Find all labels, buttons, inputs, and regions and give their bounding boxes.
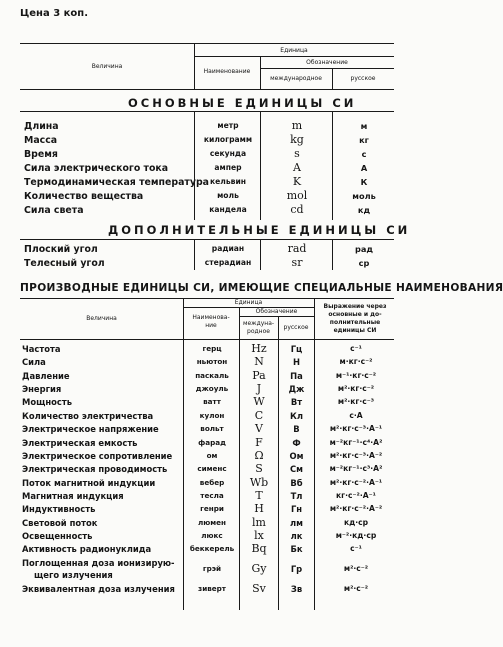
intl-symbol-cell: W: [253, 395, 265, 409]
table-row: [0, 504, 414, 516]
rus-symbol-cell: м: [360, 121, 368, 131]
quantity-cell: Магнитная индукция: [22, 490, 124, 501]
expression-cell: с⁻¹: [350, 344, 362, 353]
unit-name-cell: секунда: [209, 149, 247, 158]
section-title-supplementary-units: ДОПОЛНИТЕЛЬНЫЕ ЕДИНИЦЫ СИ: [108, 223, 411, 237]
unit-name-cell: стерадиан: [204, 258, 252, 267]
expression-header-line2: основные и до-: [328, 311, 382, 318]
intl-symbol-cell: Hz: [251, 342, 267, 355]
rus-symbol-cell: лм: [290, 517, 303, 528]
unit-name-cell: зиверт: [198, 584, 226, 594]
quantity-cell: Активность радионуклида: [22, 544, 152, 555]
expression-cell: кг·с⁻²·А⁻¹: [336, 490, 376, 500]
table-row: [0, 191, 414, 203]
rus-symbol-cell: с: [361, 149, 367, 159]
unit-name-cell: ватт: [203, 397, 221, 407]
intl-symbol-cell: V: [255, 422, 263, 436]
table-row: [0, 408, 414, 423]
rus-symbol-cell: Дж: [288, 384, 305, 395]
intl-symbol-cell: S: [255, 462, 263, 476]
table-row: [0, 544, 414, 556]
expression-cell: кд·ср: [343, 517, 369, 527]
russian-header: русское: [350, 75, 376, 82]
unit-name-cell: ампер: [214, 163, 242, 172]
rus-symbol-cell: ср: [358, 258, 370, 268]
expression-cell: м²·кг·с⁻³: [337, 397, 375, 407]
intl-symbol-cell: J: [256, 382, 262, 396]
expression-cell: м⁻²кг⁻¹·с⁴·А²: [329, 437, 383, 447]
intl-symbol-cell: T: [255, 488, 263, 502]
table-row: [0, 344, 414, 356]
unit-name-cell: кулон: [199, 410, 225, 420]
unit-name-cell: ньютон: [196, 357, 228, 367]
unit-name-cell: ом: [206, 450, 218, 460]
table-row: [0, 424, 414, 436]
russian-header: русское: [283, 324, 309, 331]
intl-symbol-cell: kg: [290, 133, 304, 146]
intl-symbol-cell: N: [254, 355, 264, 369]
intl-symbol-cell: Bq: [251, 542, 267, 556]
quantity-cell: Световой поток: [22, 517, 98, 528]
unit-name-cell: беккерель: [189, 544, 235, 554]
rus-symbol-cell: Ом: [289, 450, 304, 461]
unit-name-cell: люмен: [198, 517, 226, 527]
international-header: междуна-: [242, 320, 275, 327]
table-row: [0, 475, 414, 490]
expression-header: Выражение через: [323, 303, 387, 310]
table-row: [0, 258, 414, 270]
designation-header: Обозначение: [306, 59, 348, 66]
section-title-derived-units: ПРОИЗВОДНЫЕ ЕДИНИЦЫ СИ, ИМЕЮЩИЕ СПЕЦИАЛЬНЫЕ НАИМЕНОВАНИЯ: [20, 282, 503, 294]
section-title-base-units: ОСНОВНЫЕ ЕДИНИЦЫ СИ: [128, 96, 357, 110]
unit-name-cell: кельвин: [209, 177, 247, 186]
quantity-cell: Поток магнитной индукции: [22, 477, 156, 488]
table-row: [0, 464, 414, 476]
expression-cell: м²·кг·с⁻²: [337, 384, 375, 394]
expression-cell: м⁻²кг⁻¹·с³·А²: [329, 464, 383, 474]
unit-group-header: Единица: [280, 47, 308, 54]
intl-symbol-cell: mol: [286, 189, 308, 202]
unit-name-cell: тесла: [200, 490, 224, 500]
quantity-cell: Электрическое сопротивление: [22, 450, 173, 461]
intl-symbol-cell: Wb: [249, 475, 269, 489]
expression-cell: м⁻²·кд·ср: [335, 530, 377, 540]
table-row: [0, 584, 414, 596]
rus-symbol-cell: Зв: [290, 584, 303, 595]
quantity-cell: Освещенность: [22, 530, 93, 541]
expression-header-line3: полнительные: [329, 319, 381, 326]
unit-name-cell: радиан: [211, 244, 245, 253]
rus-symbol-cell: Па: [290, 370, 303, 381]
rus-symbol-cell: Н: [292, 357, 300, 368]
rus-symbol-cell: Ф: [292, 437, 301, 448]
unit-group-header: Единица: [234, 299, 263, 306]
rus-symbol-cell: В: [293, 424, 300, 435]
quantity-header: Величина: [86, 315, 117, 322]
table-row: [0, 448, 414, 463]
table-row: [0, 205, 414, 217]
rus-symbol-cell: Гн: [290, 504, 303, 515]
quantity-cell: Плоский угол: [24, 244, 98, 255]
table-row: [0, 557, 414, 580]
quantity-cell: Телесный угол: [24, 258, 105, 269]
rus-symbol-cell: А: [360, 163, 368, 173]
name-header: Наименова-: [192, 314, 230, 321]
intl-symbol-cell: cd: [290, 203, 304, 216]
intl-symbol-cell: rad: [287, 242, 307, 255]
rus-symbol-cell: Бк: [290, 544, 303, 555]
table-row: [0, 435, 414, 450]
rus-symbol-cell: Вб: [290, 477, 303, 488]
quantity-cell: Мощность: [22, 397, 73, 408]
table-row: [0, 135, 414, 147]
designation-header: Обозначение: [255, 308, 298, 315]
unit-name-cell: джоуль: [195, 384, 229, 394]
quantity-cell: Количество электричества: [22, 410, 154, 421]
quantity-cell: Сила света: [24, 205, 84, 216]
intl-symbol-cell: H: [254, 502, 264, 516]
table-row: [0, 397, 414, 409]
quantity-cell: Давление: [22, 370, 70, 381]
table-row: [0, 121, 414, 133]
unit-name-cell: фарад: [198, 437, 226, 447]
quantity-cell: Длина: [24, 121, 59, 132]
expression-cell: м·кг·с⁻²: [339, 357, 373, 367]
table-row: [0, 357, 414, 369]
expression-cell: м²·кг·с⁻³·А⁻¹: [329, 424, 383, 434]
unit-name-cell: грэй: [202, 563, 222, 573]
table-row: [0, 177, 414, 189]
table-row: [0, 488, 414, 503]
quantity-cell: Поглощенная доза ионизирую-: [22, 557, 175, 568]
intl-symbol-cell: Pa: [252, 368, 266, 382]
rus-symbol-cell: Гр: [290, 563, 303, 574]
expression-cell: м⁻¹·кг·с⁻²: [335, 370, 377, 380]
unit-name-cell: паскаль: [195, 370, 229, 380]
name-header: Наименование: [203, 68, 251, 75]
quantity-cell: Масса: [24, 135, 58, 146]
rus-symbol-cell: рад: [355, 244, 373, 254]
quantity-cell: Количество вещества: [24, 191, 144, 202]
rus-symbol-cell: К: [360, 177, 368, 187]
rus-symbol-cell: кг: [359, 135, 369, 145]
rus-symbol-cell: кд: [357, 205, 371, 215]
rus-symbol-cell: Кл: [290, 410, 303, 421]
table-row: [0, 384, 414, 396]
rus-symbol-cell: лк: [290, 530, 303, 541]
quantity-cell: Время: [24, 149, 58, 160]
intl-symbol-cell: m: [291, 119, 303, 132]
unit-name-cell: вебер: [199, 477, 225, 487]
table-row: [0, 528, 414, 543]
quantity-cell: Термодинамическая температура: [24, 177, 209, 188]
expression-cell: с·А: [349, 410, 363, 420]
unit-name-cell: генри: [200, 504, 224, 514]
quantity-cell: Сила: [22, 357, 46, 368]
intl-symbol-cell: lx: [254, 528, 264, 542]
table-row: [0, 515, 414, 530]
unit-name-cell: килограмм: [203, 135, 253, 144]
unit-name-cell: кандела: [209, 205, 247, 214]
quantity-cell: Электрическое напряжение: [22, 424, 159, 435]
quantity-cell-line2: щего излучения: [34, 569, 113, 580]
intl-symbol-cell: A: [293, 161, 301, 174]
expression-cell: с⁻¹: [350, 544, 362, 554]
quantity-cell: Электрическая емкость: [22, 437, 138, 448]
table-row: [0, 163, 414, 175]
rus-symbol-cell: Тл: [290, 490, 303, 501]
intl-symbol-cell: K: [292, 175, 302, 188]
intl-symbol-cell: s: [294, 147, 300, 160]
price-label: Цена 3 коп.: [20, 8, 89, 19]
table-row: [0, 149, 414, 161]
intl-symbol-cell: lm: [252, 515, 266, 529]
intl-symbol-cell: F: [255, 435, 263, 449]
intl-symbol-cell: C: [254, 408, 264, 422]
expression-cell: м²·кг·с⁻³·А⁻²: [329, 450, 383, 460]
expression-cell: м²·кг·с⁻²·А⁻¹: [329, 477, 383, 487]
name-header-line2: ние: [205, 322, 217, 329]
table-row: [0, 368, 414, 383]
quantity-cell: Частота: [22, 344, 61, 354]
quantity-cell: Эквивалентная доза излучения: [22, 584, 175, 595]
intl-symbol-cell: Sv: [252, 582, 266, 596]
intl-symbol-cell: Gy: [251, 561, 267, 575]
quantity-cell: Электрическая проводимость: [22, 464, 168, 475]
unit-name-cell: герц: [202, 344, 222, 353]
rus-symbol-cell: моль: [352, 191, 376, 201]
intl-symbol-cell: Ω: [254, 448, 264, 462]
table-row: [0, 244, 414, 256]
rus-symbol-cell: Вт: [290, 397, 303, 408]
expression-cell: м²·с⁻²: [343, 584, 369, 594]
expression-header-line4: единицы СИ: [333, 327, 377, 334]
unit-name-cell: люкс: [201, 530, 223, 540]
unit-name-cell: моль: [217, 191, 239, 200]
international-header-line2: родное: [247, 328, 270, 335]
rus-symbol-cell: См: [290, 464, 303, 475]
rus-symbol-cell: Гц: [290, 344, 303, 354]
international-header: международное: [270, 75, 322, 82]
unit-name-cell: сименс: [197, 464, 227, 474]
quantity-cell: Индуктивность: [22, 504, 96, 515]
quantity-header: Величина: [91, 63, 123, 70]
expression-cell: м²·кг·с⁻²·А⁻²: [329, 504, 383, 514]
intl-symbol-cell: sr: [291, 256, 303, 269]
expression-cell: м²·с⁻²: [343, 563, 369, 573]
quantity-cell: Энергия: [22, 384, 62, 395]
unit-name-cell: вольт: [200, 424, 224, 434]
quantity-cell: Сила электрического тока: [24, 163, 169, 174]
unit-name-cell: метр: [217, 121, 239, 130]
